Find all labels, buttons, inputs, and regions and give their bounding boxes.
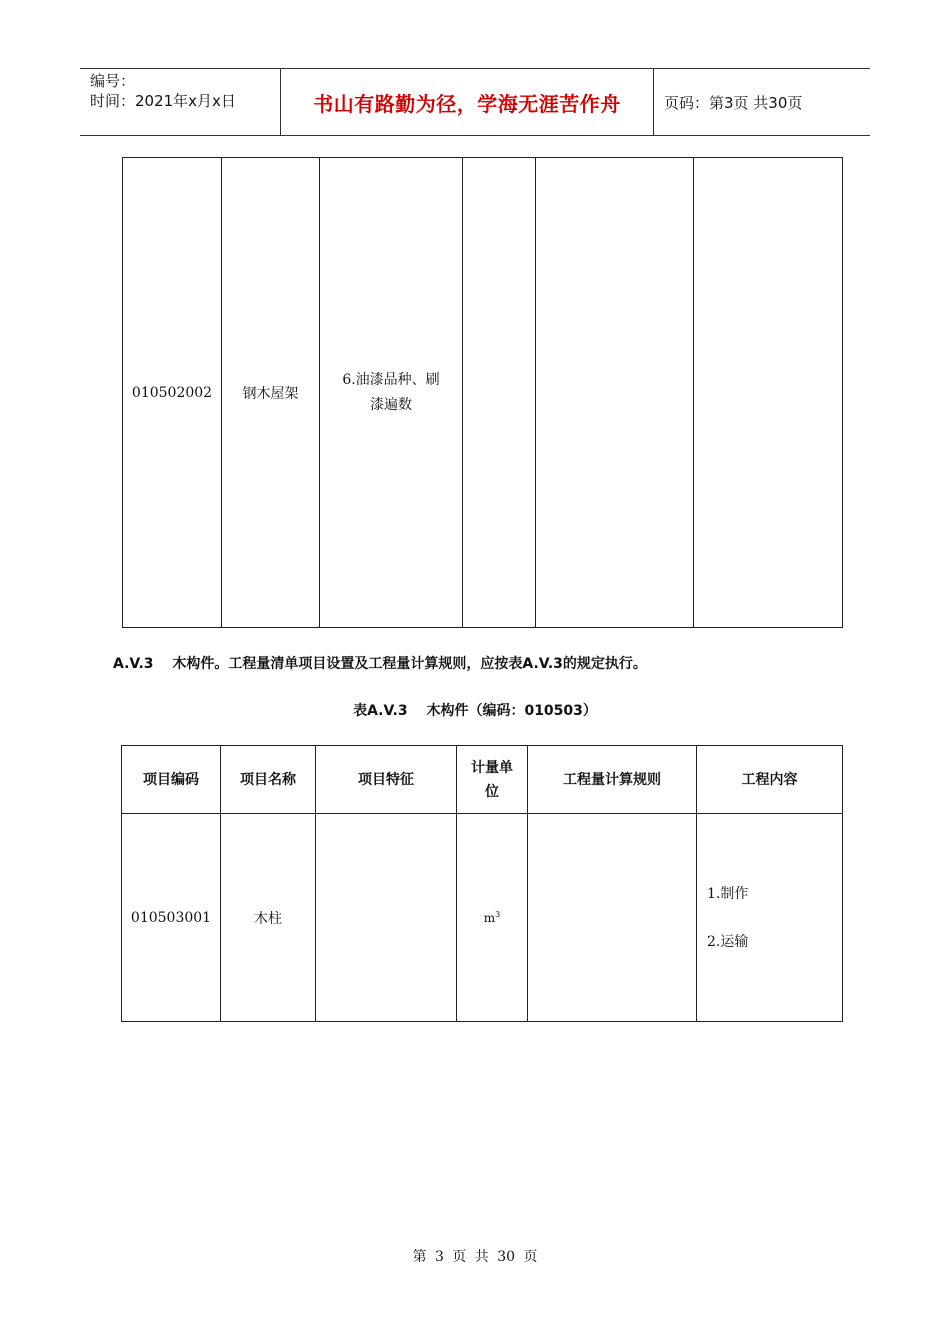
section-paragraph: A.V.3 木构件。工程量清单项目设置及工程量计算规则，应按表A.V.3的规定执行。	[113, 656, 647, 672]
doc-time-label: 时间：2021年x月x日	[90, 92, 236, 110]
table-row	[123, 158, 843, 628]
cell-rule	[528, 814, 697, 1022]
cell-unit	[457, 814, 528, 1022]
header-rule: 工程量计算规则	[528, 746, 697, 814]
feature-line: 6.油漆品种、刷	[342, 371, 440, 388]
cell-content	[694, 158, 843, 628]
header-motto: 书山有路勤为径，学海无涯苦作舟	[281, 69, 654, 135]
cell-name: 钢木屋架	[222, 158, 320, 628]
page-header	[80, 68, 870, 136]
unit-base: m	[483, 911, 496, 925]
header-unit-line: 位	[485, 783, 499, 800]
header-name: 项目名称	[221, 746, 316, 814]
doc-code-label: 编号：	[90, 72, 136, 90]
content-item: 1.制作	[707, 885, 749, 902]
header-code: 项目编码	[122, 746, 221, 814]
unit-exponent: 3	[495, 910, 501, 919]
header-page-info: 页码：第3页 共30页	[664, 93, 803, 112]
header-content: 工程内容	[697, 746, 843, 814]
header-unit-line: 计量单	[471, 759, 513, 776]
table-row	[122, 814, 843, 1022]
feature-line: 漆遍数	[370, 396, 412, 413]
header-unit	[457, 746, 528, 814]
table-header-row	[122, 746, 843, 814]
content-item: 2.运输	[707, 933, 749, 950]
cell-rule	[536, 158, 694, 628]
cell-code: 010503001	[122, 814, 221, 1022]
cell-feature	[320, 158, 463, 628]
continuation-table	[122, 157, 843, 628]
cell-unit	[463, 158, 536, 628]
wood-member-table	[121, 745, 843, 1022]
cell-feature	[316, 814, 457, 1022]
page-footer: 第 3 页 共 30 页	[412, 1249, 538, 1265]
cell-content	[697, 814, 843, 1022]
header-meta	[80, 69, 281, 135]
table-caption: 表A.V.3 木构件（编码：010503）	[353, 703, 597, 719]
cell-name: 木柱	[221, 814, 316, 1022]
header-feature: 项目特征	[316, 746, 457, 814]
cell-code: 010502002	[123, 158, 222, 628]
